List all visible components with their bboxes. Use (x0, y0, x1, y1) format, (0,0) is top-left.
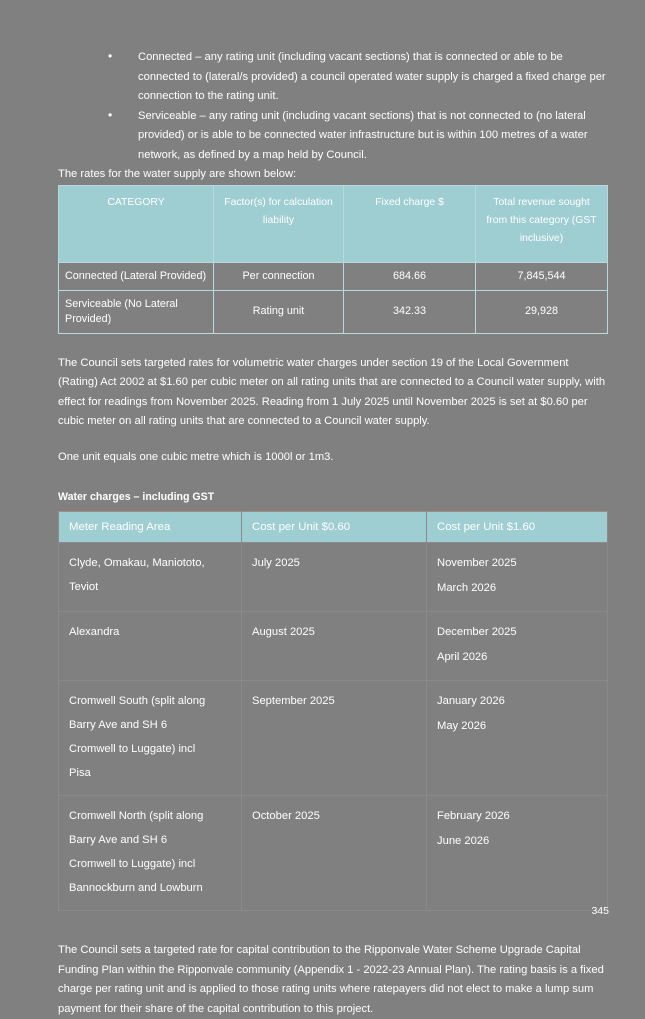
rates-table (58, 185, 608, 334)
rates-header-total-revenue: Total revenue sought from this category (GST inclusive) (476, 185, 608, 262)
water-charges-heading: Water charges – including GST (58, 491, 215, 503)
meter-cell-cost-160 (427, 681, 608, 796)
rates-cell-total-revenue: 7,845,544 (476, 262, 608, 290)
meter-header-area: Meter Reading Area (59, 512, 242, 543)
table-row (59, 612, 608, 681)
meter-area-line: Barry Ave and SH 6 (69, 834, 168, 846)
table-row (59, 796, 608, 911)
unit-paragraph: One unit equals one cubic metre which is 1000l or 1m3. (58, 450, 334, 463)
meter-table-header-row (59, 512, 608, 543)
bullet-text-connected: Connected – any rating unit (including vacant sections) that is connected or able to be connected to (lateral/s provided) a council operated water supply is charged a fixed charge per connection to the rating unit. (138, 51, 606, 102)
meter-header-cost-160: Cost per Unit $1.60 (427, 512, 608, 543)
meter-area-line: Teviot (69, 581, 99, 593)
meter-cell-cost-060: August 2025 (242, 612, 427, 681)
spacer (58, 334, 610, 354)
closing-paragraph: The Council sets a targeted rate for capital contribution to the Ripponvale Water Scheme Upgrade Capital Funding Plan within the Ripponvale community (Appendix 1 - 2022-23 Annual Plan). The rating basis is a fixed charge per rating unit and is applied to those rating units where ratepayers did not elect to make a lump sum payment for their share of the capital contribution to this project. (58, 944, 604, 1015)
meter-area-line: Pisa (69, 767, 91, 779)
meter-cell-cost-060: October 2025 (242, 796, 427, 911)
meter-date-line: January 2026 (437, 695, 505, 707)
spacer (58, 432, 610, 448)
rates-cell-total-revenue: 29,928 (476, 290, 608, 333)
rates-table-header-row (59, 185, 608, 262)
meter-cell-cost-160 (427, 612, 608, 681)
definitions-list (58, 48, 610, 165)
meter-cell-area (59, 681, 242, 796)
page-content (58, 48, 610, 1019)
meter-cell-cost-160 (427, 796, 608, 911)
table-row (59, 543, 608, 612)
list-item-serviceable (108, 107, 610, 166)
meter-date-line: November 2025 (437, 557, 517, 569)
rates-cell-category: Serviceable (No Lateral Provided) (59, 290, 214, 333)
meter-cell-cost-060: September 2025 (242, 681, 427, 796)
meter-area-line: Alexandra (69, 626, 120, 638)
meter-date-line: April 2026 (437, 651, 488, 663)
rates-cell-factor: Per connection (214, 262, 344, 290)
meter-header-cost-060: Cost per Unit $0.60 (242, 512, 427, 543)
rates-cell-fixed-charge: 684.66 (344, 262, 476, 290)
spacer (58, 911, 610, 941)
rates-header-factor: Factor(s) for calculation liability (214, 185, 344, 262)
meter-area-line: Cromwell North (split along (69, 810, 204, 822)
volumetric-paragraph: The Council sets targeted rates for volumetric water charges under section 19 of the Local Government (Rating) Act 2002 at $1.60 per cubic meter on all rating units that are connected to a Council water supply, with effect for readings from November 2025. Reading from 1 July 2025 until November 2025 is set at $0.60 per cubic meter on all rating units that are connected to a Council water supply. (58, 356, 606, 427)
meter-cell-cost-160 (427, 543, 608, 612)
meter-area-line: Bannockburn and Lowburn (69, 882, 203, 894)
meter-area-line: Barry Ave and SH 6 (69, 719, 168, 731)
meter-date-line: February 2026 (437, 810, 510, 822)
meter-cell-area (59, 612, 242, 681)
page-number: 345 (591, 905, 609, 917)
meter-reading-table (58, 511, 608, 911)
meter-cell-area (59, 543, 242, 612)
list-item-connected (108, 48, 610, 107)
rates-cell-category: Connected (Lateral Provided) (59, 262, 214, 290)
meter-cell-cost-060: July 2025 (242, 543, 427, 612)
bullet-text-serviceable: Serviceable – any rating unit (including vacant sections) that is not connected to (no lateral provided) or is able to be connected water infrastructure but is within 100 metres of a water network, as defined by a map held by Council. (138, 109, 588, 161)
meter-area-line: Cromwell South (split along (69, 695, 206, 707)
meter-date-line: June 2026 (437, 835, 490, 847)
meter-area-line: Clyde, Omakau, Maniototo, (69, 557, 205, 569)
meter-area-line: Cromwell to Luggate) incl (69, 743, 196, 755)
meter-date-line: March 2026 (437, 582, 497, 594)
meter-date-line: December 2025 (437, 626, 517, 638)
meter-area-line: Cromwell to Luggate) incl (69, 858, 196, 870)
meter-cell-area (59, 796, 242, 911)
rates-intro-text: The rates for the water supply are shown below: (58, 168, 297, 180)
rates-cell-fixed-charge: 342.33 (344, 290, 476, 333)
meter-date-line: May 2026 (437, 720, 487, 732)
spacer (58, 467, 610, 489)
rates-header-fixed-charge: Fixed charge $ (344, 185, 476, 262)
rates-header-category: CATEGORY (59, 185, 214, 262)
table-row (59, 290, 608, 333)
table-row (59, 681, 608, 796)
rates-cell-factor: Rating unit (214, 290, 344, 333)
table-row (59, 262, 608, 290)
